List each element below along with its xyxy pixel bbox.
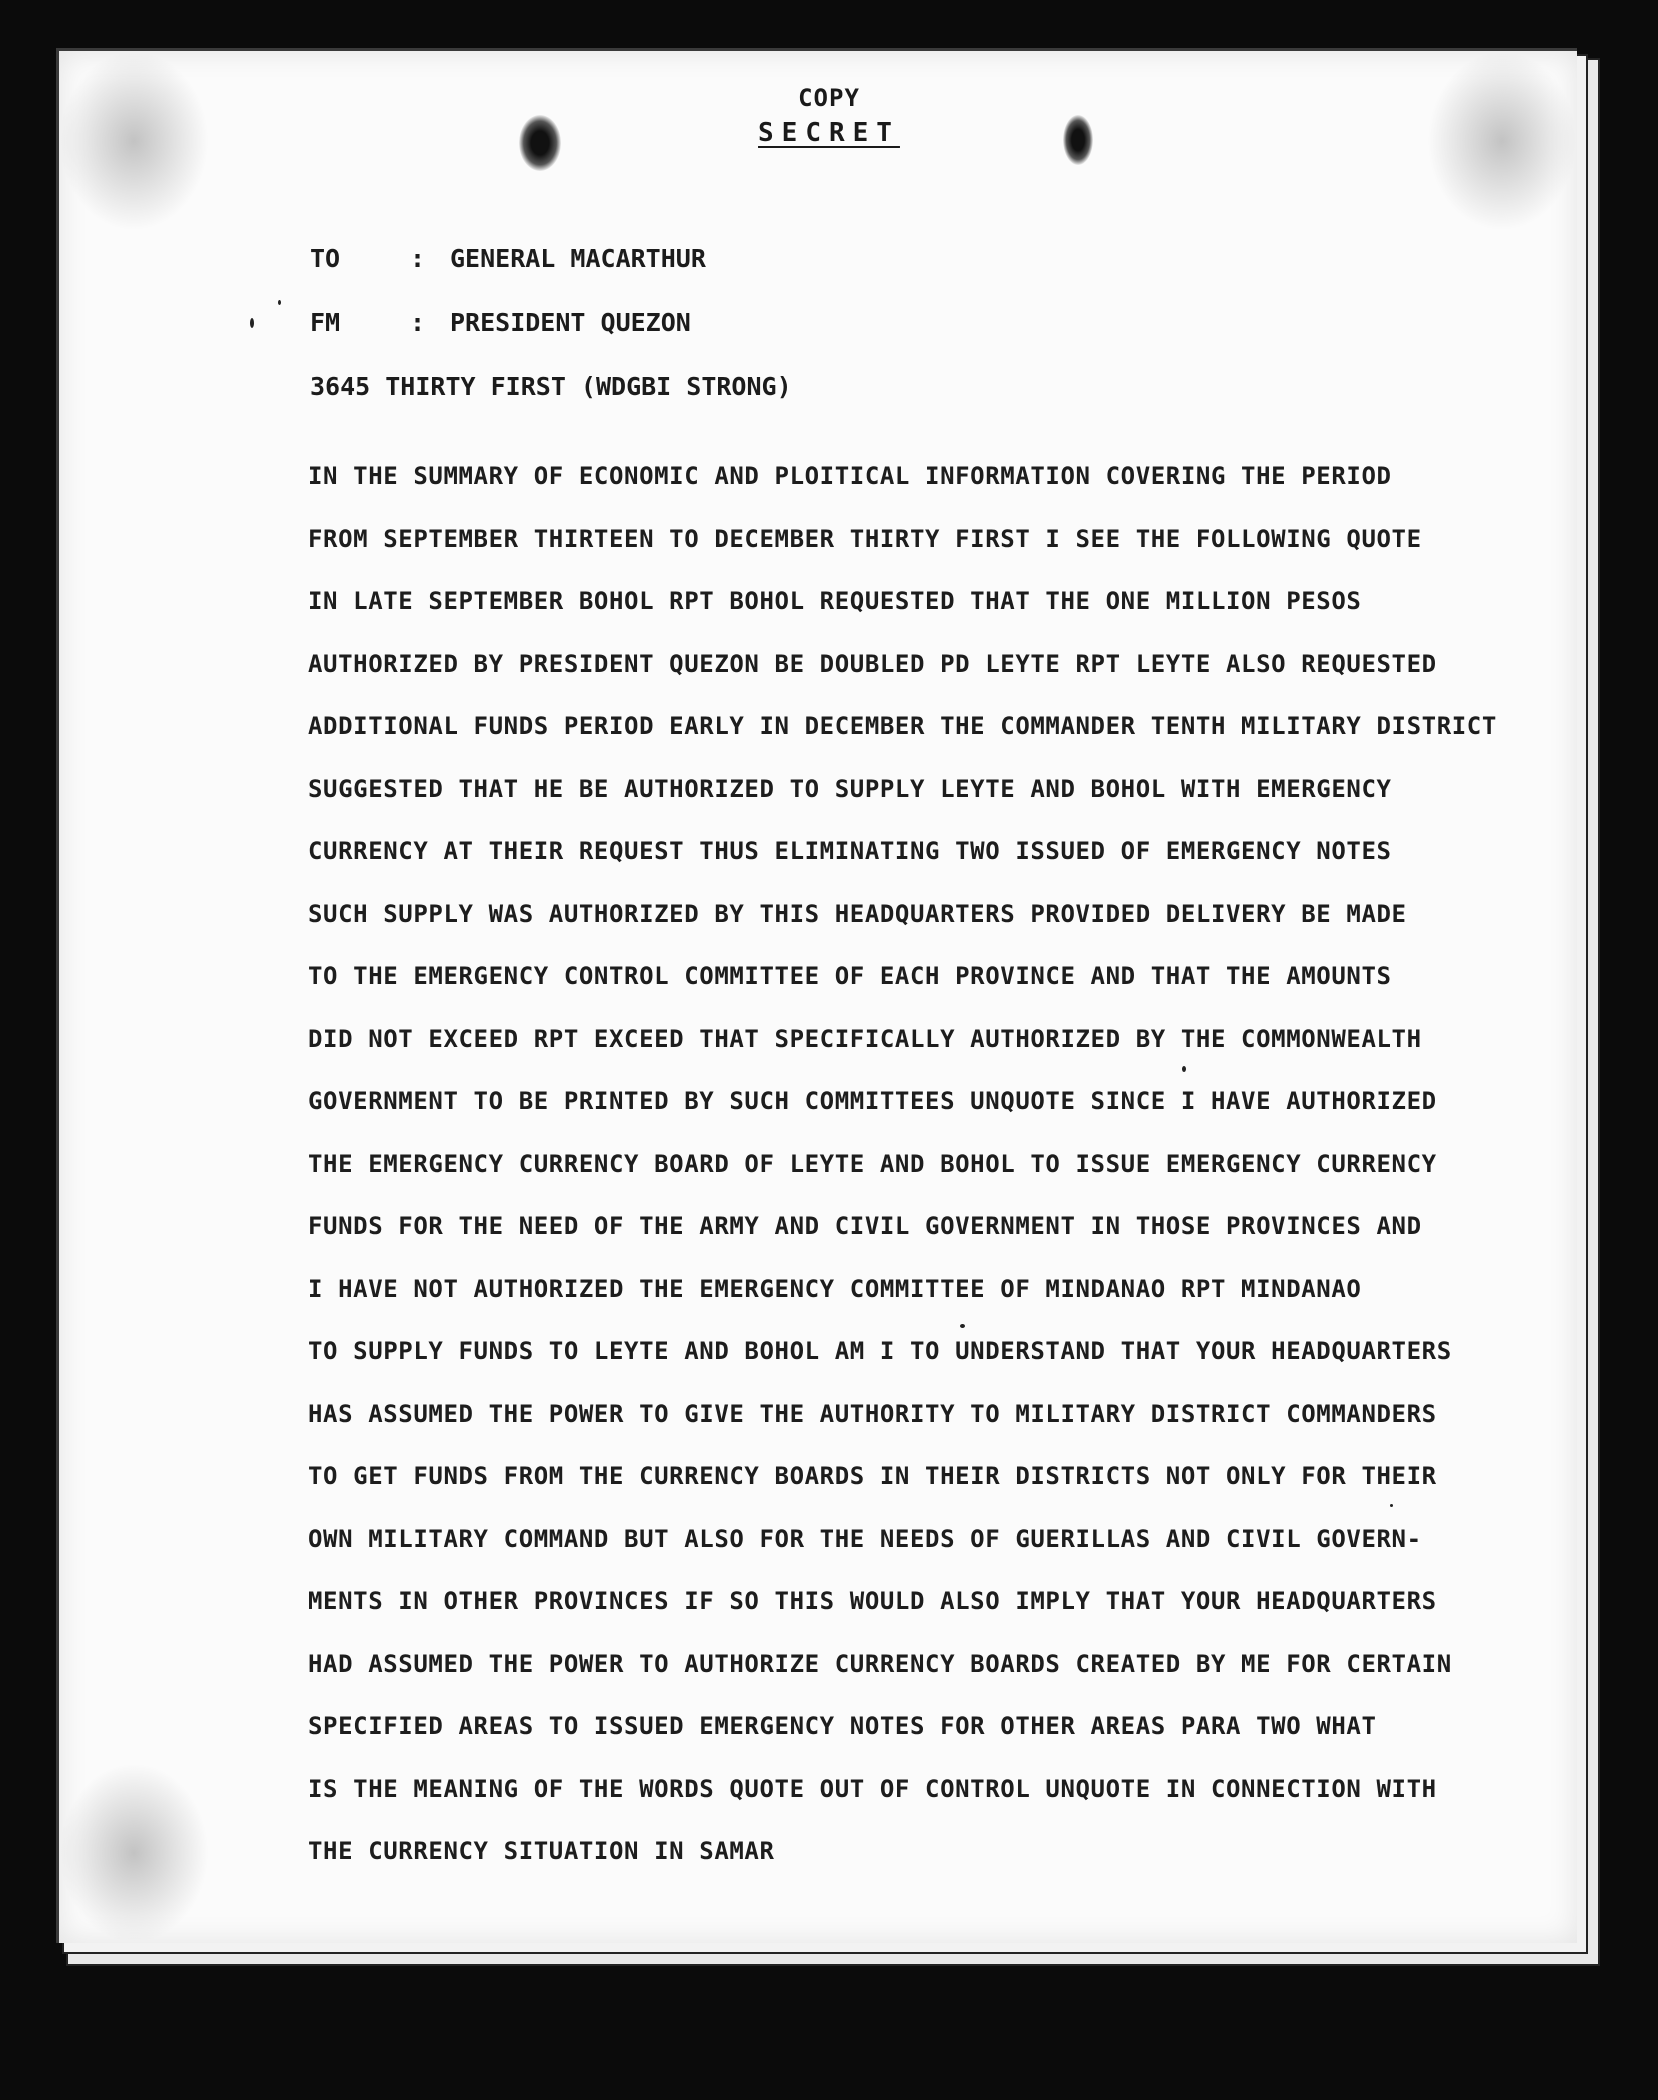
scan-speck	[250, 318, 254, 328]
body-line: AUTHORIZED BY PRESIDENT QUEZON BE DOUBLED PD LEYTE RPT LEYTE ALSO REQUESTED	[308, 649, 1437, 678]
body-line: SUGGESTED THAT HE BE AUTHORIZED TO SUPPLY LEYTE AND BOHOL WITH EMERGENCY	[308, 774, 1392, 803]
from-separator: :	[410, 308, 426, 337]
message-body	[308, 462, 1568, 1900]
scan-speck	[960, 1324, 965, 1328]
scan-speck	[278, 300, 281, 305]
body-line: FROM SEPTEMBER THIRTEEN TO DECEMBER THIRTY FIRST I SEE THE FOLLOWING QUOTE	[308, 524, 1422, 553]
scan-speck	[1390, 1504, 1393, 1507]
body-line: CURRENCY AT THEIR REQUEST THUS ELIMINATING TWO ISSUED OF EMERGENCY NOTES	[308, 837, 1392, 865]
to-separator: :	[410, 244, 426, 273]
body-line: DID NOT EXCEED RPT EXCEED THAT SPECIFICALLY AUTHORIZED BY THE COMMONWEALTH	[308, 1024, 1422, 1053]
classification-heading: SECRET	[758, 118, 900, 148]
body-line: GOVERNMENT TO BE PRINTED BY SUCH COMMITTEES UNQUOTE SINCE I HAVE AUTHORIZED	[308, 1087, 1437, 1115]
body-line: FUNDS FOR THE NEED OF THE ARMY AND CIVIL GOVERNMENT IN THOSE PROVINCES AND	[308, 1212, 1422, 1240]
scan-speck	[1182, 1066, 1186, 1072]
body-line: TO SUPPLY FUNDS TO LEYTE AND BOHOL AM I TO UNDERSTAND THAT YOUR HEADQUARTERS	[308, 1337, 1452, 1365]
to-line	[310, 244, 706, 273]
body-line: OWN MILITARY COMMAND BUT ALSO FOR THE NEEDS OF GUERILLAS AND CIVIL GOVERN-	[308, 1524, 1422, 1553]
body-line: TO THE EMERGENCY CONTROL COMMITTEE OF EACH PROVINCE AND THAT THE AMOUNTS	[308, 962, 1392, 990]
to-label: TO	[310, 244, 341, 273]
body-line: THE EMERGENCY CURRENCY BOARD OF LEYTE AND BOHOL TO ISSUE EMERGENCY CURRENCY	[308, 1149, 1437, 1178]
body-line: THE CURRENCY SITUATION IN SAMAR	[308, 1837, 775, 1865]
body-line: HAD ASSUMED THE POWER TO AUTHORIZE CURRENCY BOARDS CREATED BY ME FOR CERTAIN	[308, 1649, 1452, 1678]
body-line: MENTS IN OTHER PROVINCES IF SO THIS WOULD ALSO IMPLY THAT YOUR HEADQUARTERS	[308, 1587, 1437, 1615]
body-line: IN THE SUMMARY OF ECONOMIC AND PLOITICAL INFORMATION COVERING THE PERIOD	[308, 462, 1392, 490]
body-line: TO GET FUNDS FROM THE CURRENCY BOARDS IN THEIR DISTRICTS NOT ONLY FOR THEIR	[308, 1462, 1437, 1490]
body-line: I HAVE NOT AUTHORIZED THE EMERGENCY COMMITTEE OF MINDANAO RPT MINDANAO	[308, 1274, 1362, 1303]
body-line: SUCH SUPPLY WAS AUTHORIZED BY THIS HEADQUARTERS PROVIDED DELIVERY BE MADE	[308, 899, 1407, 928]
corner-fold-mark	[59, 1763, 209, 1943]
message-reference: 3645 THIRTY FIRST (WDGBI STRONG)	[310, 372, 792, 401]
body-line: ADDITIONAL FUNDS PERIOD EARLY IN DECEMBER THE COMMANDER TENTH MILITARY DISTRICT	[308, 712, 1497, 740]
body-line: HAS ASSUMED THE POWER TO GIVE THE AUTHORITY TO MILITARY DISTRICT COMMANDERS	[308, 1399, 1437, 1428]
from-value: PRESIDENT QUEZON	[450, 308, 691, 337]
from-label: FM	[310, 308, 341, 337]
copy-heading: COPY	[798, 84, 860, 112]
body-line: IS THE MEANING OF THE WORDS QUOTE OUT OF CONTROL UNQUOTE IN CONNECTION WITH	[308, 1774, 1437, 1803]
to-value: GENERAL MACARTHUR	[450, 244, 706, 273]
body-line: IN LATE SEPTEMBER BOHOL RPT BOHOL REQUESTED THAT THE ONE MILLION PESOS	[308, 587, 1362, 615]
body-line: SPECIFIED AREAS TO ISSUED EMERGENCY NOTES FOR OTHER AREAS PARA TWO WHAT	[308, 1712, 1377, 1740]
from-line	[310, 308, 691, 337]
